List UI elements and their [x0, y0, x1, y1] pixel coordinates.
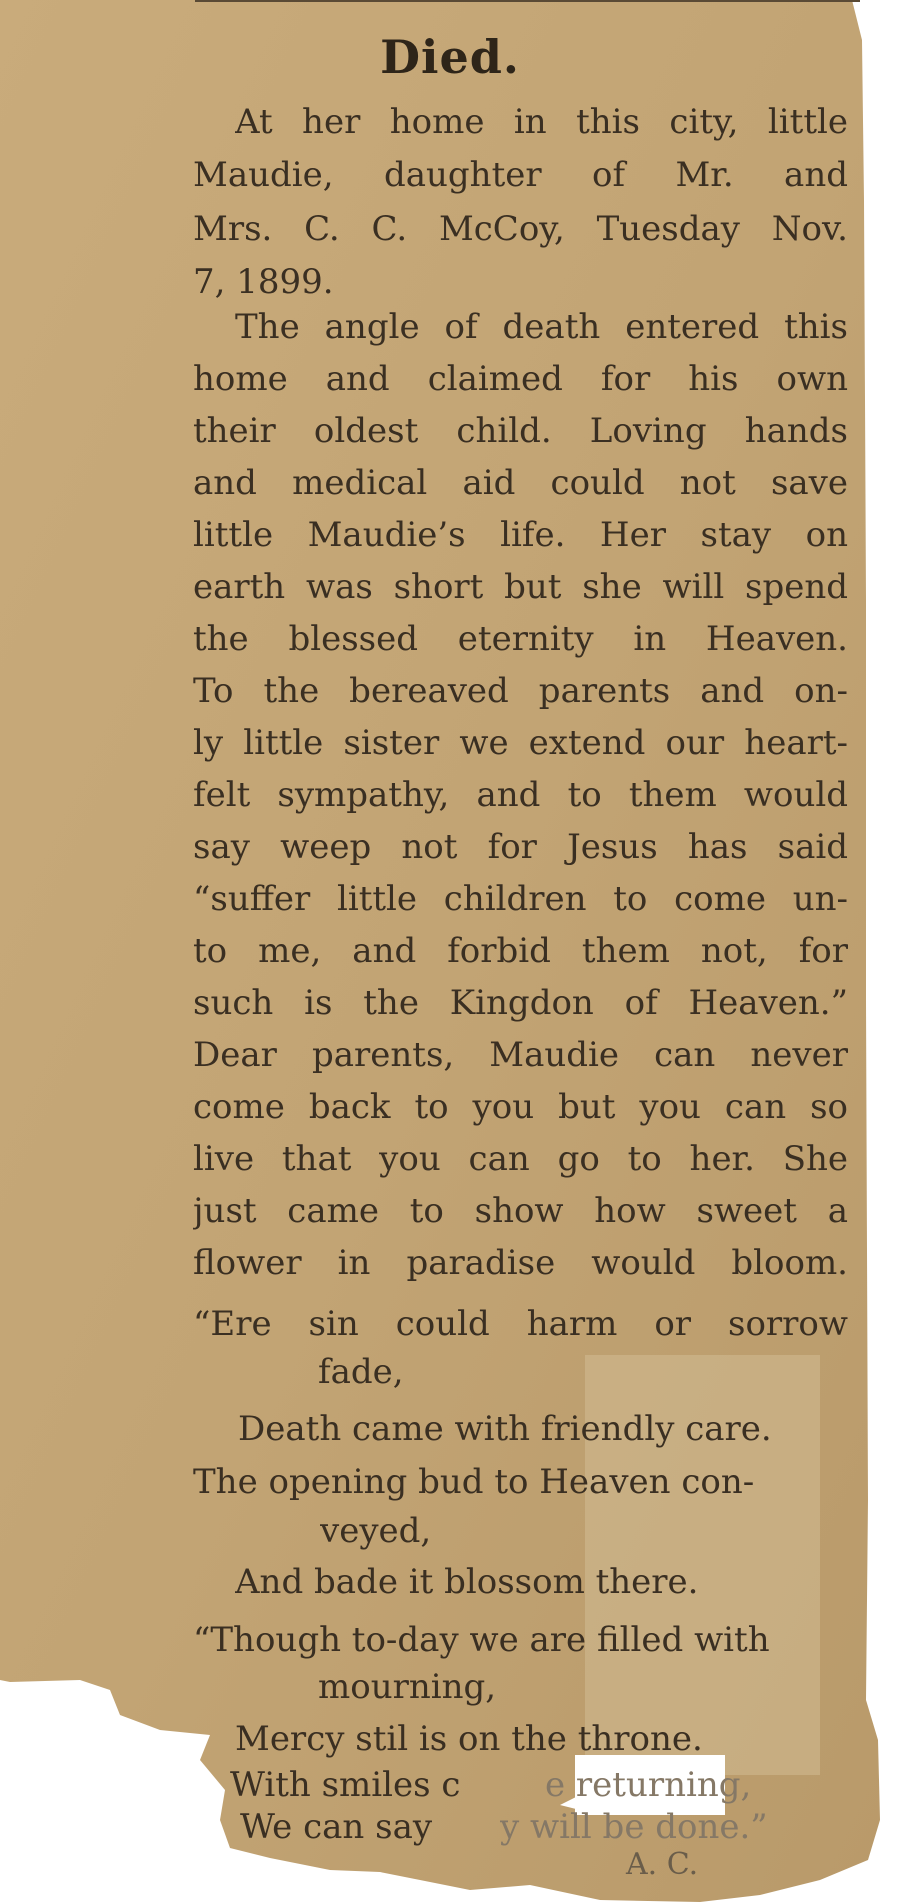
- text-line: To the bereaved parents and on-: [193, 671, 848, 711]
- verse-line: With smiles c: [230, 1765, 461, 1805]
- text-line: little Maudie’s life. Her stay on: [193, 515, 848, 555]
- text-line: “suffer little children to come un-: [193, 879, 848, 919]
- text-line: such is the Kingdon of Heaven.”: [193, 983, 848, 1023]
- verse-line: mourning,: [318, 1667, 497, 1707]
- text-line: home and claimed for his own: [193, 359, 848, 399]
- verse-line: y will be done.”: [500, 1807, 768, 1847]
- text-line: Mrs. C. C. McCoy, Tuesday Nov.: [193, 209, 848, 249]
- obituary-heading: Died.: [380, 30, 520, 84]
- text-line: just came to show how sweet a: [193, 1191, 848, 1231]
- text-line: live that you can go to her. She: [193, 1139, 848, 1179]
- text-line: to me, and forbid them not, for: [193, 931, 848, 971]
- verse-line: We can say: [240, 1807, 433, 1847]
- verse-line: fade,: [318, 1352, 404, 1392]
- text-line: Dear parents, Maudie can never: [193, 1035, 848, 1075]
- text-line: ly little sister we extend our heart-: [193, 723, 848, 763]
- signature: A. C.: [626, 1847, 699, 1882]
- verse-line: e returning,: [545, 1765, 752, 1805]
- verse-line: “Though to-day we are filled with: [193, 1620, 770, 1660]
- text-line: and medical aid could not save: [193, 463, 848, 503]
- text-line: felt sympathy, and to them would: [193, 775, 848, 815]
- top-rule: [195, 0, 860, 2]
- text-line: flower in paradise would bloom.: [193, 1243, 848, 1283]
- verse-line: And bade it blossom there.: [235, 1562, 699, 1602]
- text-line: their oldest child. Loving hands: [193, 411, 848, 451]
- text-line: Maudie, daughter of Mr. and: [193, 155, 848, 195]
- text-line: At her home in this city, little: [235, 102, 848, 142]
- text-line: say weep not for Jesus has said: [193, 827, 848, 867]
- text-line: come back to you but you can so: [193, 1087, 848, 1127]
- text-line: the blessed eternity in Heaven.: [193, 619, 848, 659]
- text-line: earth was short but she will spend: [193, 567, 848, 607]
- text-line: The angle of death entered this: [235, 307, 848, 347]
- verse-line: “Ere sin could harm or sorrow: [193, 1304, 848, 1344]
- text-line: 7, 1899.: [193, 262, 334, 302]
- verse-line: The opening bud to Heaven con-: [193, 1462, 755, 1502]
- verse-line: Mercy stil is on the throne.: [235, 1719, 703, 1759]
- verse-line: veyed,: [320, 1511, 432, 1551]
- verse-line: Death came with friendly care.: [238, 1409, 772, 1449]
